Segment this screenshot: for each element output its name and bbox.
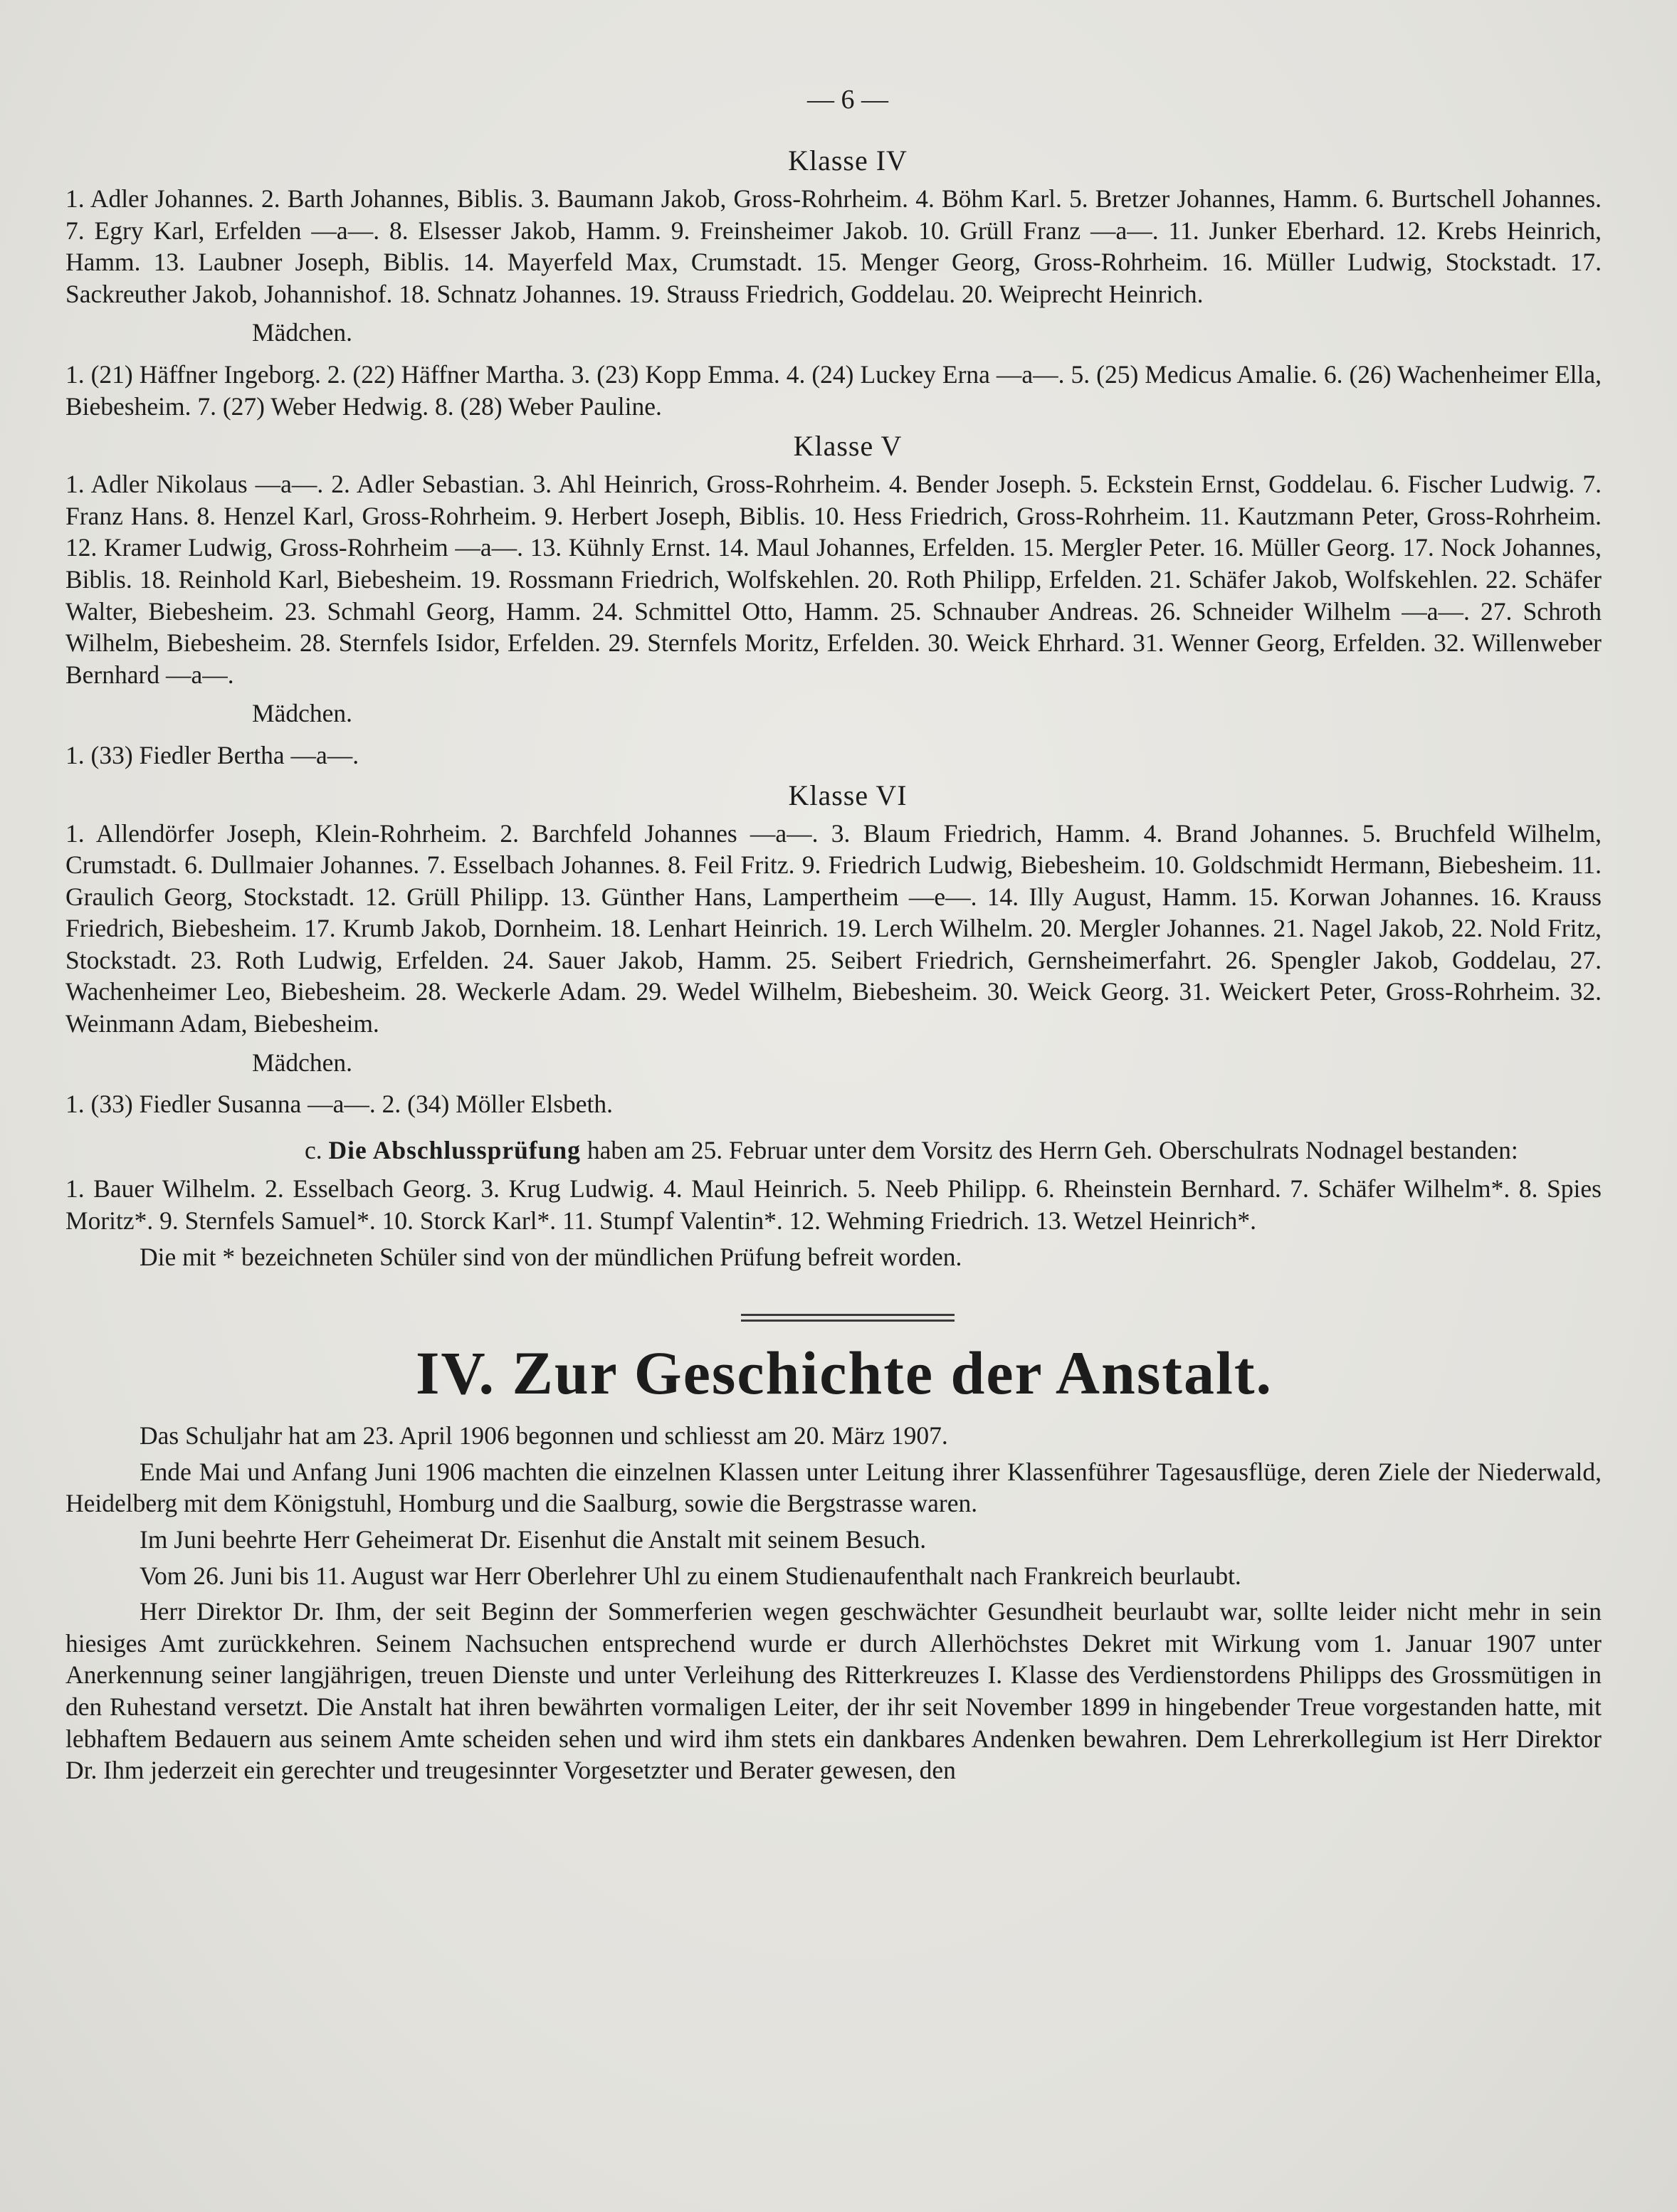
rule-line [741,1314,955,1316]
klasse-vi-girls-label: Mädchen. [252,1048,352,1077]
paragraph-4: Vom 26. Juni bis 11. August war Herr Oberlehrer Uhl zu einem Studienaufenthalt nach Frankreich beurlaubt. [140,1561,1241,1590]
klasse-iv-girls-label: Mädchen. [252,318,352,347]
paragraph-1: Das Schuljahr hat am 23. April 1906 begonnen und schliesst am 20. März 1907. [140,1421,948,1450]
klasse-v-title: Klasse V [793,430,903,463]
paragraph-3: Im Juni beehrte Herr Geheimerat Dr. Eisenhut die Anstalt mit seinem Besuch. [140,1525,927,1554]
klasse-vi-girls: 1. (33) Fiedler Susanna —a—. 2. (34) Möller Elsbeth. [65,1090,614,1119]
page-number: — 6 — [807,85,888,115]
klasse-v-boys: 1. Adler Nikolaus —a—. 2. Adler Sebastian. 3. Ahl Heinrich, Gross-Rohrheim. 4. Bender Joseph. 5. Eckstein Ernst, Goddelau. 6. Fischer Ludwig. 7. Franz Hans. 8. Henzel Karl, Gross-Rohrheim. 9. Herbert Joseph, Biblis. 10. Hess Friedrich, Gross-Rohrheim. 11. Kautzmann Peter, Gross-Rohrheim. 12. Kramer Ludwig, Gross-Rohrheim —a—. 13. Kühnly Ernst. 14. Maul Johannes, Erfelden. 15. Mergler Peter. 16. Müller Georg. 17. Nock Johannes, Biblis. 18. Reinhold Karl, Biebesheim. 19. Rossmann Friedrich, Wolfskehlen. 20. Roth Philipp, Erfelden. 21. Schäfer Jakob, Wolfskehlen. 22. Schäfer Walter, Biebesheim. 23. Schmahl Georg, Hamm. 24. Schmittel Otto, Hamm. 25. Schnauber Andreas. 26. Schneider Wilhelm —a—. 27. Schroth Wilhelm, Biebesheim. 28. Sternfels Isidor, Erfelden. 29. Sternfels Moritz, Erfelden. 30. Weick Ehrhard. 31. Wenner Georg, Erfelden. 32. Willenweber Bernhard —a—. [65,470,1602,689]
abschluss-prefix: c. [305,1135,322,1164]
klasse-iv-girls: 1. (21) Häffner Ingeborg. 2. (22) Häffner Martha. 3. (23) Kopp Emma. 4. (24) Luckey Erna —a—. 5. (25) Medicus Amalie. 6. (26) Wachenheimer Ella, Biebesheim. 7. (27) Weber Hedwig. 8. (28) Weber Pauline. [65,359,1602,421]
section-heading: IV. Zur Geschichte der Anstalt. [416,1339,1273,1408]
abschluss-list: 1. Bauer Wilhelm. 2. Esselbach Georg. 3. Krug Ludwig. 4. Maul Heinrich. 5. Neeb Philipp. 6. Rheinstein Bernhard. 7. Schäfer Wilhelm*. 8. Spies Moritz*. 9. Sternfels Samuel*. 10. Storck Karl*. 11. Stumpf Valentin*. 12. Wehming Friedrich. 13. Wetzel Heinrich*. [65,1174,1602,1236]
paragraph-2: Ende Mai und Anfang Juni 1906 machten die einzelnen Klassen unter Leitung ihrer Klassenführer Tagesausflüge, deren Ziele der Niederwald, Heidelberg mit dem Königstuhl, Homburg und die Saalburg, sowie die Bergstrasse waren. [65,1457,1602,1518]
abschluss-note: Die mit * bezeichneten Schüler sind von der mündlichen Prüfung befreit worden. [140,1242,962,1271]
klasse-v-girls-label: Mädchen. [252,699,352,728]
abschluss-intro [65,1134,1602,1166]
klasse-iv-title: Klasse IV [788,144,908,177]
abschluss-bold: Die Abschlussprüfung [328,1135,581,1164]
double-rule [713,1314,955,1322]
abschluss-rest: haben am 25. Februar unter dem Vorsitz des Herrn Geh. Oberschulrats Nodnagel bestanden: [587,1135,1518,1164]
klasse-iv-boys: 1. Adler Johannes. 2. Barth Johannes, Biblis. 3. Baumann Jakob, Gross-Rohrheim. 4. Böhm Karl. 5. Bretzer Johannes, Hamm. 6. Burtschell Johannes. 7. Egry Karl, Erfelden —a—. 8. Elsesser Jakob, Hamm. 9. Freinsheimer Jakob. 10. Grüll Franz —a—. 11. Junker Eberhard. 12. Krebs Heinrich, Hamm. 13. Laubner Joseph, Biblis. 14. Mayerfeld Max, Crumstadt. 15. Menger Georg, Gross-Rohrheim. 16. Müller Ludwig, Stockstadt. 17. Sackreuther Jakob, Johannishof. 18. Schnatz Johannes. 19. Strauss Friedrich, Goddelau. 20. Weiprecht Heinrich. [65,184,1602,308]
klasse-v-girls: 1. (33) Fiedler Bertha —a—. [65,740,359,769]
klasse-vi-title: Klasse VI [788,779,908,811]
klasse-vi-boys: 1. Allendörfer Joseph, Klein-Rohrheim. 2. Barchfeld Johannes —a—. 3. Blaum Friedrich, Hamm. 4. Brand Johannes. 5. Bruchfeld Wilhelm, Crumstadt. 6. Dullmaier Johannes. 7. Esselbach Johannes. 8. Feil Fritz. 9. Friedrich Ludwig, Biebesheim. 10. Goldschmidt Hermann, Biebesheim. 11. Graulich Georg, Stockstadt. 12. Grüll Philipp. 13. Günther Hans, Lampertheim —e—. 14. Illy August, Hamm. 15. Korwan Johannes. 16. Krauss Friedrich, Biebesheim. 17. Krumb Jakob, Dornheim. 18. Lenhart Heinrich. 19. Lerch Wilhelm. 20. Mergler Johannes. 21. Nagel Jakob, 22. Nold Fritz, Stockstadt. 23. Roth Ludwig, Erfelden. 24. Sauer Jakob, Hamm. 25. Seibert Friedrich, Gernsheimerfahrt. 26. Spengler Jakob, Goddelau, 27. Wachenheimer Leo, Biebesheim. 28. Weckerle Adam. 29. Wedel Wilhelm, Biebesheim. 30. Weick Georg. 31. Weickert Peter, Gross-Rohrheim. 32. Weinmann Adam, Biebesheim. [65,818,1602,1038]
rule-line [741,1320,955,1322]
paragraph-5: Herr Direktor Dr. Ihm, der seit Beginn der Sommerferien wegen geschwächter Gesundheit beurlaubt war, sollte leider nicht mehr in sein hiesiges Amt zurückkehren. Seinem Nachsuchen entsprechend wurde er durch Allerhöchstes Dekret mit Wirkung vom 1. Januar 1907 unter Anerkennung seiner langjährigen, treuen Dienste und unter Verleihung des Ritterkreuzes I. Klasse des Verdienstordens Philipps des Grossmütigen in den Ruhestand versetzt. Die Anstalt hat ihren bewährten vormaligen Leiter, der ihr seit November 1899 in hingebender Treue vorgestanden hatte, mit lebhaftem Bedauern aus seinem Amte scheiden sehen und wird ihm stets ein dankbares Andenken bewahren. Dem Lehrerkollegium ist Herr Direktor Dr. Ihm jederzeit ein gerechter und treugesinnter Vorgesetzter und Berater gewesen, den [65,1597,1602,1785]
